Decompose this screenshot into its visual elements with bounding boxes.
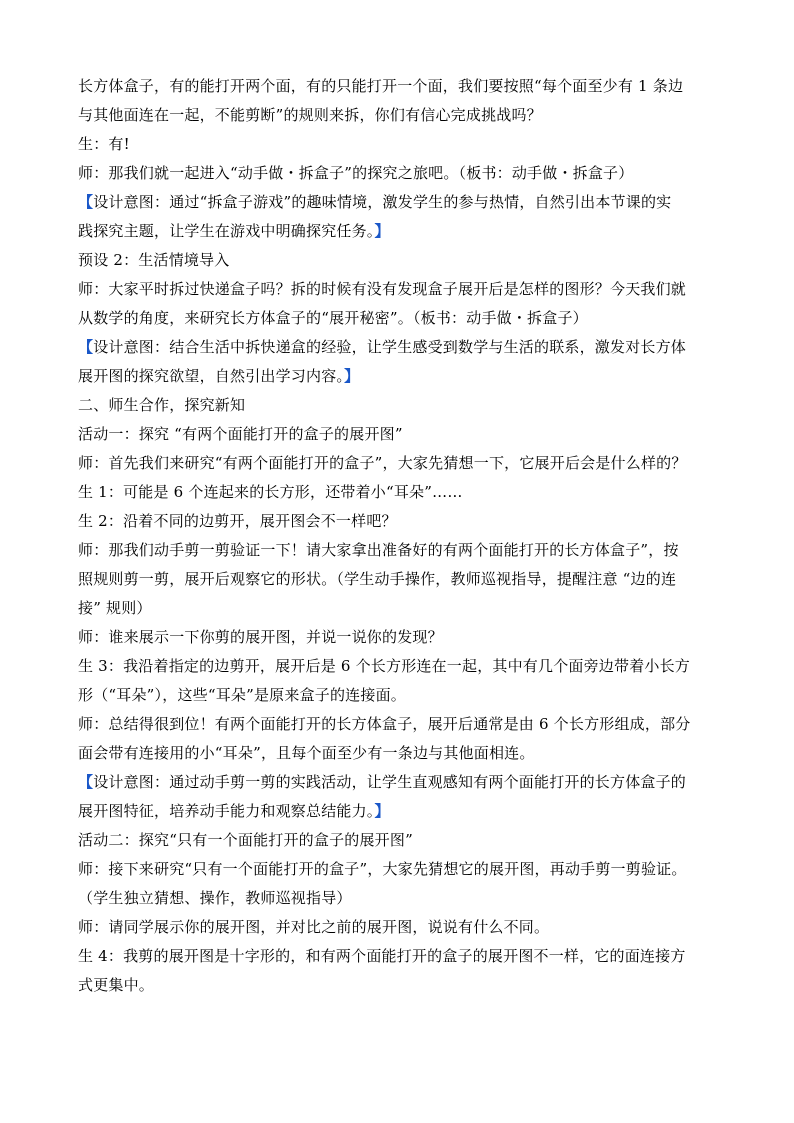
text-line: 接” 规则） xyxy=(78,599,152,617)
text-line: 从数学的角度，来研究长方体盒子的“展开秘密”。（板书：动手做・拆盒子） xyxy=(78,309,588,327)
text-line: 师：总结得很到位！有两个面能打开的长方体盒子，展开后通常是由 6 个长方形组成，部分 xyxy=(78,715,691,733)
design-intent-line xyxy=(78,768,728,797)
text-line: 长方体盒子，有的能打开两个面，有的只能打开一个面，我们要按照“每个面至少有 1 条边 xyxy=(78,77,684,95)
document-page xyxy=(78,72,728,1000)
text-line: 生 3：我沿着指定的边剪开，展开后是 6 个长方形连在一起，其中有几个面旁边带着小长方 xyxy=(78,657,690,675)
design-intent-text: 展开图的探究欲望，自然引出学习内容。 xyxy=(78,367,345,385)
close-bracket: 】 xyxy=(374,222,390,240)
text-line: 生：有! xyxy=(78,135,130,153)
design-intent-text: 设计意图：通过“拆盒子游戏”的趣味情境，激发学生的参与热情，自然引出本节课的实 xyxy=(93,193,672,211)
text-line: 与其他面连在一起，不能剪断”的规则来拆，你们有信心完成挑战吗？ xyxy=(78,106,542,124)
design-intent-text: 践探究主题，让学生在游戏中明确探究任务。 xyxy=(78,222,375,240)
text-line: 照规则剪一剪，展开后观察它的形状。（学生动手操作，教师巡视指导，提醒注意 “边的连 xyxy=(78,570,677,588)
text-line: 师：请同学展示你的展开图，并对比之前的展开图，说说有什么不同。 xyxy=(78,918,550,936)
text-line: 师：那我们就一起进入“动手做・拆盒子”的探究之旅吧。（板书：动手做・拆盒子） xyxy=(78,164,634,182)
close-bracket: 】 xyxy=(344,367,360,385)
section-heading: 二、师生合作，探究新知 xyxy=(78,396,246,414)
text-line: 师：接下来研究“只有一个面能打开的盒子”，大家先猜想它的展开图，再动手剪一剪验证。 xyxy=(78,860,687,878)
design-intent-line xyxy=(78,362,728,391)
close-bracket: 】 xyxy=(374,802,390,820)
text-line: 生 1：可能是 6 个连起来的长方形，还带着小“耳朵”…… xyxy=(78,483,463,501)
text-line: 形（“耳朵”），这些“耳朵”是原来盒子的连接面。 xyxy=(78,686,406,704)
text-line: 式更集中。 xyxy=(78,976,155,994)
text-line: 预设 2：生活情境导入 xyxy=(78,251,230,269)
open-bracket: 【 xyxy=(78,338,94,356)
open-bracket: 【 xyxy=(78,193,94,211)
open-bracket: 【 xyxy=(78,773,94,791)
activity-heading: 活动二：探究“只有一个面能打开的盒子的展开图” xyxy=(78,831,413,849)
text-line: （学生独立猜想、操作，教师巡视指导） xyxy=(78,889,352,907)
text-line: 生 4：我剪的展开图是十字形的，和有两个面能打开的盒子的展开图不一样，它的面连接方 xyxy=(78,947,686,965)
design-intent-line xyxy=(78,217,728,246)
text-line: 师：那我们动手剪一剪验证一下！请大家拿出准备好的有两个面能打开的长方体盒子”，按 xyxy=(78,541,679,559)
text-line: 生 2：沿着不同的边剪开，展开图会不一样吧？ xyxy=(78,512,397,530)
design-intent-line xyxy=(78,333,728,362)
design-intent-text: 设计意图：通过动手剪一剪的实践活动，让学生直观感知有两个面能打开的长方体盒子的 xyxy=(93,773,687,791)
text-line: 师：谁来展示一下你剪的展开图，并说一说你的发现？ xyxy=(78,628,443,646)
text-line: 师：首先我们来研究“有两个面能打开的盒子”，大家先猜想一下，它展开后会是什么样的？ xyxy=(78,454,687,472)
design-intent-line xyxy=(78,188,728,217)
design-intent-text: 设计意图：结合生活中拆快递盒的经验，让学生感受到数学与生活的联系，激发对长方体 xyxy=(93,338,687,356)
design-intent-line xyxy=(78,797,728,826)
text-line: 面会带有连接用的小“耳朵”，且每个面至少有一条边与其他面相连。 xyxy=(78,744,535,762)
text-line: 师：大家平时拆过快递盒子吗？拆的时候有没有发现盒子展开后是怎样的图形？今天我们就 xyxy=(78,280,687,298)
activity-heading: 活动一：探究 “有两个面能打开的盒子的展开图” xyxy=(78,425,403,443)
design-intent-text: 展开图特征，培养动手能力和观察总结能力。 xyxy=(78,802,375,820)
